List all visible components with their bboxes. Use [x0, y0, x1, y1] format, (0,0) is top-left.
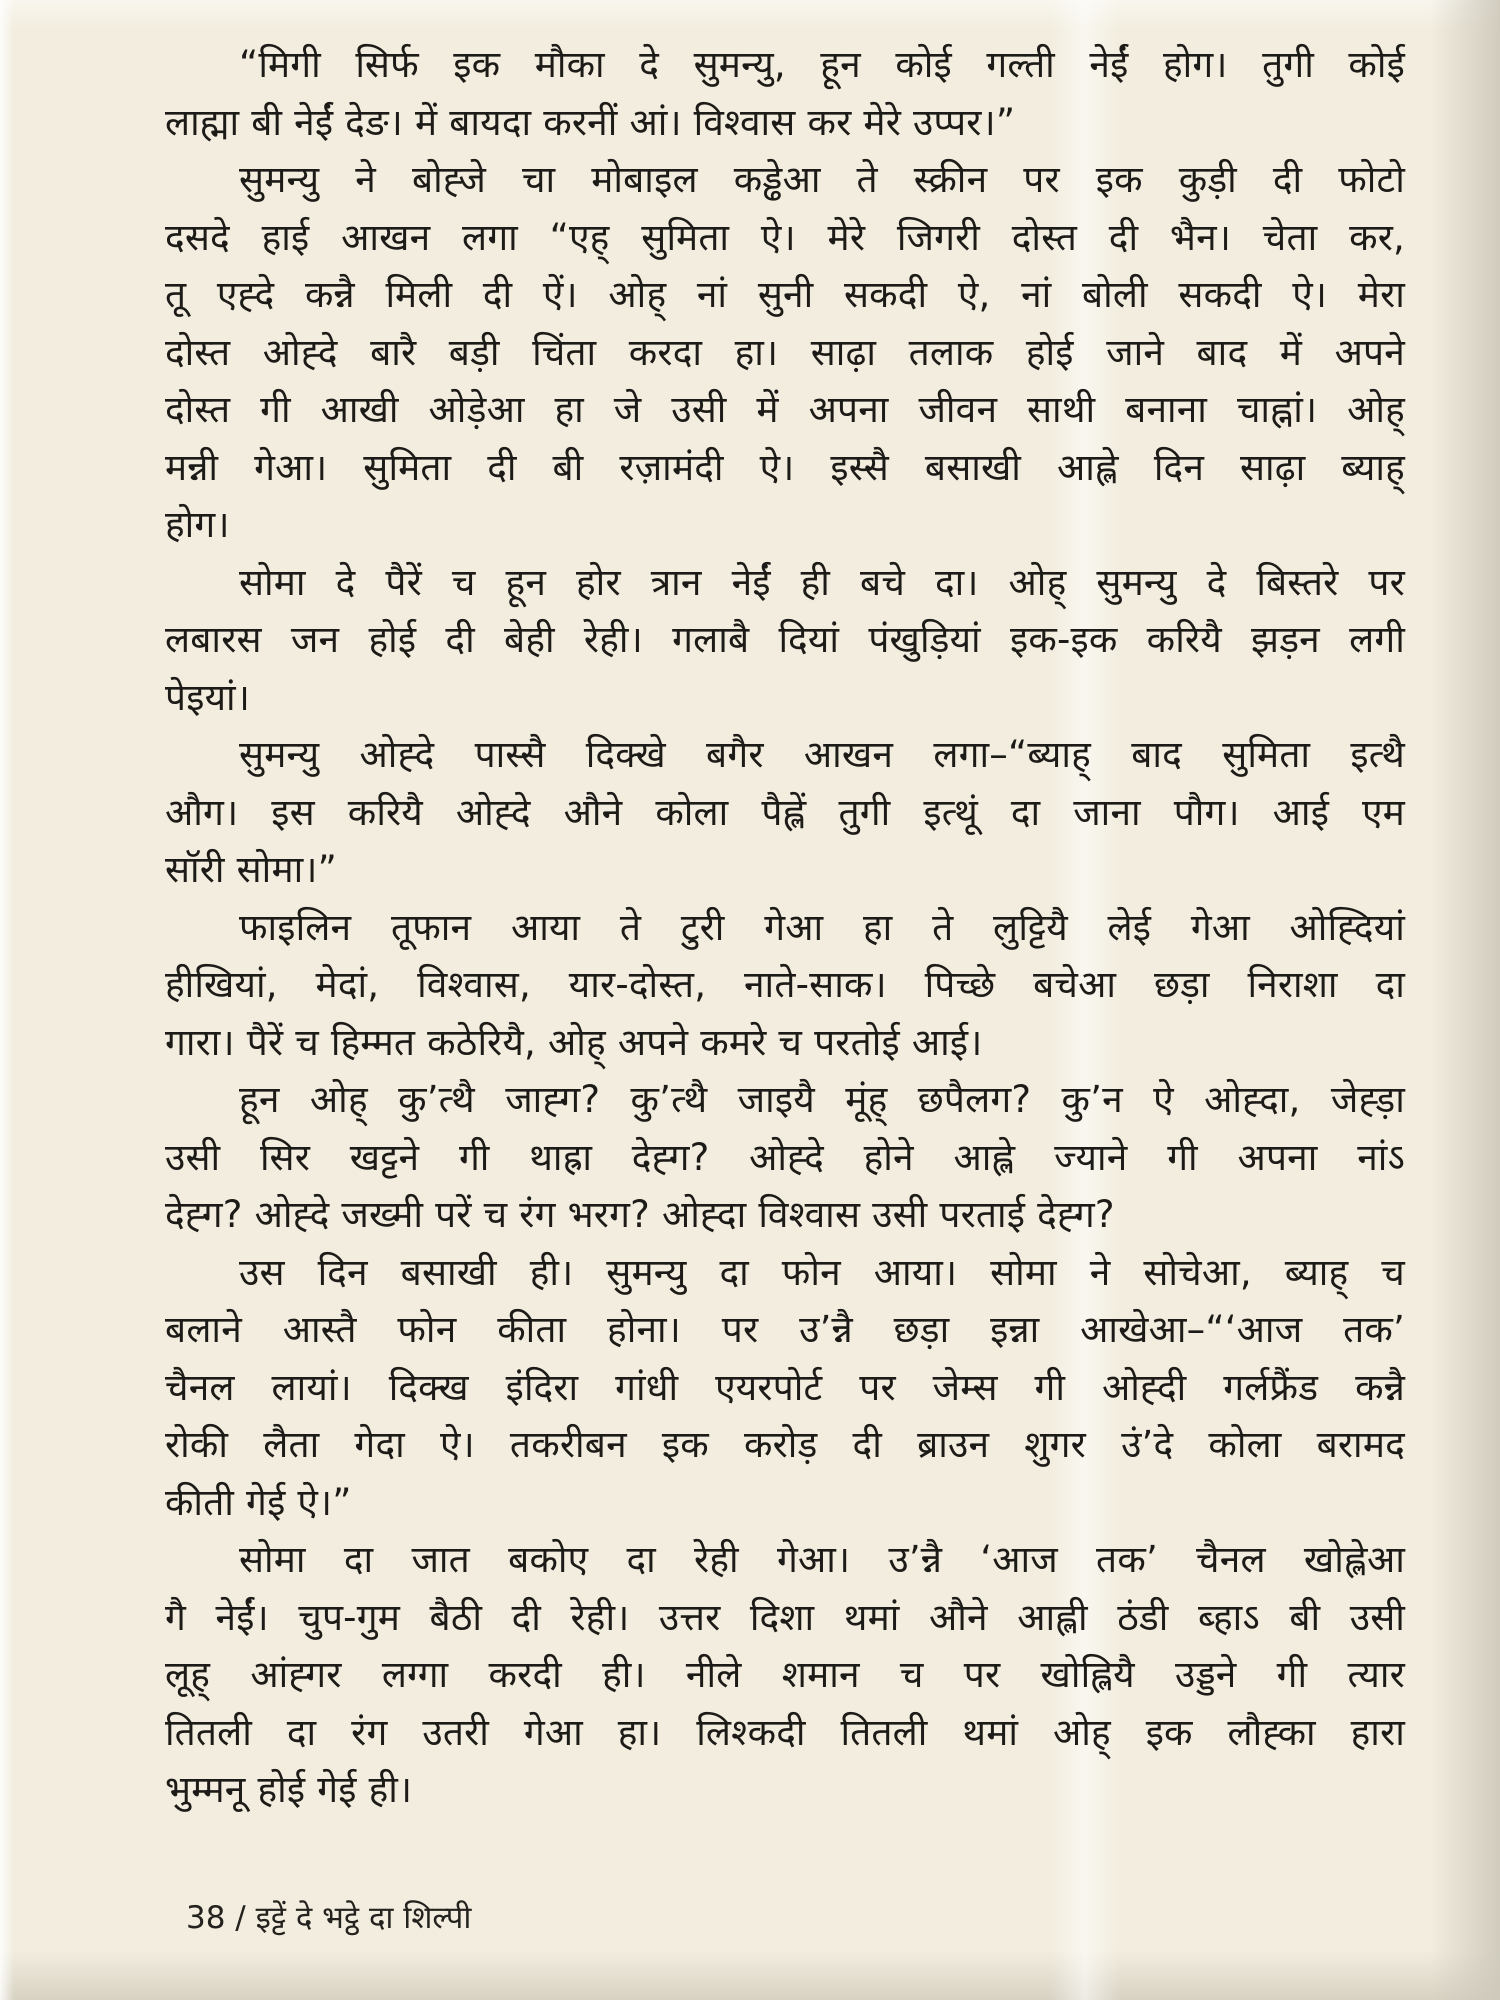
text-line: कीती गेई ऐ।” — [165, 1480, 352, 1524]
text-line: हून ओह् कु’त्थै जाह्ग? कु’त्थै जाइयै मूंह् छपैलग? कु’न ऐ ओह्दा, जेह्ड़ा — [239, 1078, 1405, 1121]
text-line: सॉरी सोमा।” — [165, 848, 337, 891]
text-line: “मिगी सिर्फ इक मौका दे सुमन्यु, हून कोई गल्ती नेईं होग। तुगी कोई — [239, 43, 1405, 86]
text-line: हीखियां, मेदां, विश्वास, यार-दोस्त, नाते-साक। पिच्छे बचेआ छड़ा निराशा दा — [165, 963, 1405, 1006]
paragraph — [165, 1244, 1405, 1532]
paragraph — [165, 1531, 1405, 1819]
page-footer: 38 / इट्टें दे भट्ठे दा शिल्पी — [186, 1900, 472, 1936]
text-line: सुमन्यु ने बोह्जे चा मोबाइल कड्ढेआ ते स्क्रीन पर इक कुड़ी दी फोटो — [239, 158, 1405, 201]
paragraph — [165, 726, 1405, 899]
text-line: भुम्मनू होई गेई ही। — [165, 1768, 413, 1811]
text-block — [165, 36, 1405, 1819]
text-line: रोकी लैता गेदा ऐ। तकरीबन इक करोड़ दी ब्राउन शुगर उं’दे कोला बरामद — [165, 1423, 1405, 1466]
paragraph — [165, 151, 1405, 554]
text-line: दोस्त ओह्दे बारै बड़ी चिंता करदा हा। साढ़ा तलाक होई जाने बाद में अपने — [165, 330, 1405, 374]
text-line: लूह् आंह्गर लग्गा करदी ही। नीले शमान च पर खोह्लियै उड्डने गी त्यार — [165, 1653, 1405, 1696]
text-line: दसदे हाई आखन लगा “एह् सुमिता ऐ। मेरे जिगरी दोस्त दी भैन। चेता कर, — [165, 215, 1405, 259]
text-line: सोमा दे पैरें च हून होर त्रान नेईं ही बचे दा। ओह् सुमन्यु दे बिस्तरे पर — [239, 560, 1405, 604]
text-line: सुमन्यु ओह्दे पास्सै दिक्खे बगैर आखन लगा–“ब्याह् बाद सुमिता इत्थै — [239, 733, 1405, 776]
text-line: उसी सिर खट्टने गी थाह्रा देह्ग? ओह्दे होने आह्ले ज्याने गी अपना नांऽ — [165, 1135, 1405, 1179]
text-line: गारा। पैरें च हिम्मत कठेरियै, ओह् अपने कमरे च परतोई आई। — [165, 1020, 983, 1064]
text-line: मन्नी गेआ। सुमिता दी बी रज़ामंदी ऐ। इस्सै बसाखी आह्ले दिन साढ़ा ब्याह् — [165, 445, 1405, 489]
paragraph — [165, 1071, 1405, 1244]
text-line: लाह्मा बी नेईं देङ। में बायदा करनीं आं। विश्वास कर मेरे उप्पर।” — [165, 100, 1016, 144]
text-line: सोमा दा जात बकोए दा रेही गेआ। उ’न्नै ‘आज तक’ चैनल खोह्लेआ — [239, 1538, 1405, 1581]
text-line: उस दिन बसाखी ही। सुमन्यु दा फोन आया। सोमा ने सोचेआ, ब्याह् च — [239, 1250, 1405, 1294]
text-line: दोस्त गी आखी ओड़ेआ हा जे उसी में अपना जीवन साथी बनाना चाह्नां। ओह् — [165, 388, 1405, 431]
paragraph — [165, 554, 1405, 727]
text-line: तितली दा रंग उतरी गेआ हा। लिश्कदी तितली थमां ओह् इक लौह्का हारा — [165, 1710, 1405, 1754]
text-line: बलाने आस्तै फोन कीता होना। पर उ’न्नै छड़ा इन्ना आखेआ–“‘आज तक’ — [165, 1308, 1405, 1351]
text-line: तू एह्दे कन्नै मिली दी ऐं। ओह् नां सुनी सकदी ऐ, नां बोली सकदी ऐ। मेरा — [165, 273, 1405, 316]
text-line: पेइयां। — [165, 675, 251, 719]
text-line: चैनल लायां। दिक्ख इंदिरा गांधी एयरपोर्ट पर जेम्स गी ओह्दी गर्लफ्रैंड कन्नै — [165, 1365, 1405, 1409]
text-line: गै नेईं। चुप-गुम बैठी दी रेही। उत्तर दिशा थमां औने आह्ली ठंडी ब्हाऽ बी उसी — [165, 1595, 1405, 1639]
text-line: फाइलिन तूफान आया ते टुरी गेआ हा ते लुट्टियै लेई गेआ ओह्दियां — [239, 905, 1405, 949]
text-line: लबारस जन होई दी बेही रेही। गलाबै दियां पंखुड़ियां इक-इक करियै झड़न लगी — [165, 618, 1405, 661]
text-line: देह्ग? ओह्दे जख्मी परें च रंग भरग? ओह्दा विश्वास उसी परताई देह्ग? — [165, 1193, 1115, 1236]
paragraph — [165, 899, 1405, 1072]
paragraph — [165, 36, 1405, 151]
text-line: होग। — [165, 503, 230, 546]
text-line: औग। इस करियै ओह्दे औने कोला पैह्लें तुगी इत्थूं दा जाना पौग। आई एम — [165, 790, 1405, 834]
